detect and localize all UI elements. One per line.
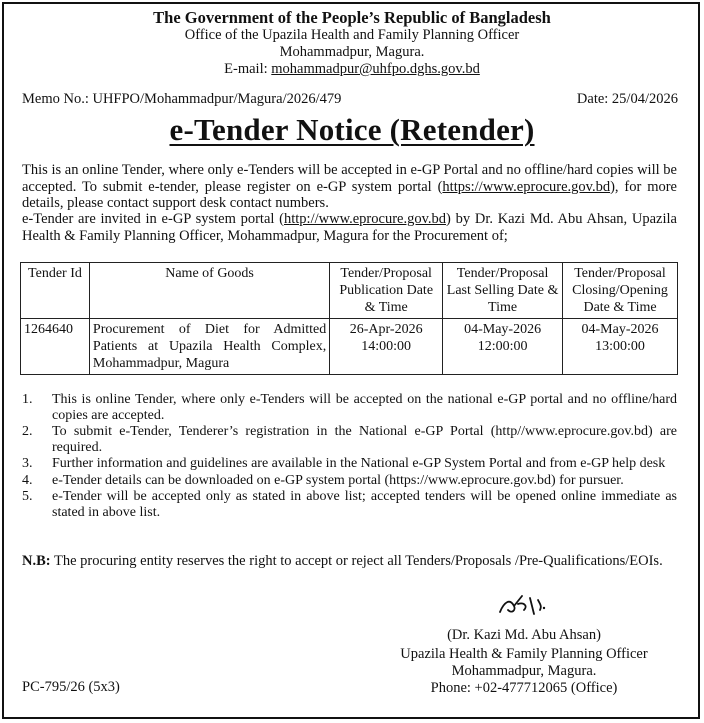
memo-number: Memo No.: UHFPO/Mohammadpur/Magura/2026/479 <box>22 91 342 107</box>
signatory-designation: Upazila Health & Family Planning Officer <box>400 646 648 662</box>
goods-cell: Procurement of Diet for Admitted Patients at Upazila Health Complex, Mohammadpur, Magura <box>89 319 329 375</box>
list-item: 5. e-Tender will be accepted only as stated in above list; accepted tenders will be opened online immediate as stated in above list. <box>22 489 677 520</box>
notice-title: e-Tender Notice (Retender) <box>169 112 535 147</box>
list-item: 3. Further information and guidelines are available in the National e-GP System Portal and from e-GP help desk <box>22 456 666 471</box>
closing-cell: 04-May-2026 13:00:00 <box>563 319 678 375</box>
table-header-row <box>21 263 678 319</box>
last-selling-cell: 04-May-2026 12:00:00 <box>443 319 563 375</box>
intro-paragraph-1: This is an online Tender, where only e-Tenders will be accepted in e-GP Portal and no offline/hard copies will be accepted. To submit e-tender, please register on e-GP system portal (https://www.eprocure.gov.bd), for more details, please contact support desk contact numbers. <box>22 162 677 211</box>
signatory-phone: Phone: +02-477712065 (Office) <box>430 680 618 696</box>
signature-scribble <box>494 590 554 620</box>
signatory-location: Mohammadpur, Magura. <box>451 663 597 679</box>
email-link[interactable]: mohammadpur@uhfpo.dghs.gov.bd <box>271 61 480 77</box>
eprocure-link-2[interactable]: http://www.eprocure.gov.bd <box>284 211 447 227</box>
signatory-name: (Dr. Kazi Md. Abu Ahsan) <box>447 627 601 643</box>
nb-note: N.B: The procuring entity reserves the right to accept or reject all Tenders/Proposals /Pre-Qualifications/EOIs. <box>22 553 663 569</box>
table-row <box>21 319 678 375</box>
header-closing-opening-date: Tender/Proposal Closing/Opening Date & Time <box>563 263 678 319</box>
header-last-selling-date: Tender/Proposal Last Selling Date & Time <box>443 263 563 319</box>
header-tender-id: Tender Id <box>21 263 90 319</box>
header-publication-date: Tender/Proposal Publication Date & Time <box>330 263 443 319</box>
government-heading: The Government of the People’s Republic of Bangladesh <box>153 8 551 27</box>
tender-id-cell: 1264640 <box>21 319 90 375</box>
memo-date: Date: 25/04/2026 <box>576 91 678 107</box>
tender-table <box>20 262 678 375</box>
intro-paragraph-2: e-Tender are invited in e-GP system portal (http://www.eprocure.gov.bd) by Dr. Kazi Md. Abu Ahsan, Upazila Health & Family Planning Officer, Mohammadpur, Magura for the Procurement of; <box>22 211 677 244</box>
publication-cell: 26-Apr-2026 14:00:00 <box>330 319 443 375</box>
list-item: 1. This is online Tender, where only e-Tenders will be accepted on the national e-GP portal and no offline/hard copies are accepted. <box>22 392 677 423</box>
list-item: 2. To submit e-Tender, Tenderer’s registration in the National e-GP Portal (http//www.eprocure.gov.bd) are required. <box>22 424 677 455</box>
eprocure-link-1[interactable]: https://www.eprocure.gov.bd <box>442 178 611 195</box>
footer-code: PC-795/26 (5x3) <box>22 679 120 695</box>
email-label: E-mail: <box>224 61 268 77</box>
conditions-list <box>22 392 677 521</box>
office-name: Office of the Upazila Health and Family Planning Officer <box>184 27 520 43</box>
office-location: Mohammadpur, Magura. <box>279 44 425 60</box>
list-item: 4. e-Tender details can be downloaded on e-GP system portal (https://www.eprocure.gov.bd) for pursuer. <box>22 472 624 488</box>
nb-label: N.B: <box>22 553 51 569</box>
office-email <box>0 61 704 78</box>
header-name-of-goods: Name of Goods <box>89 263 329 319</box>
